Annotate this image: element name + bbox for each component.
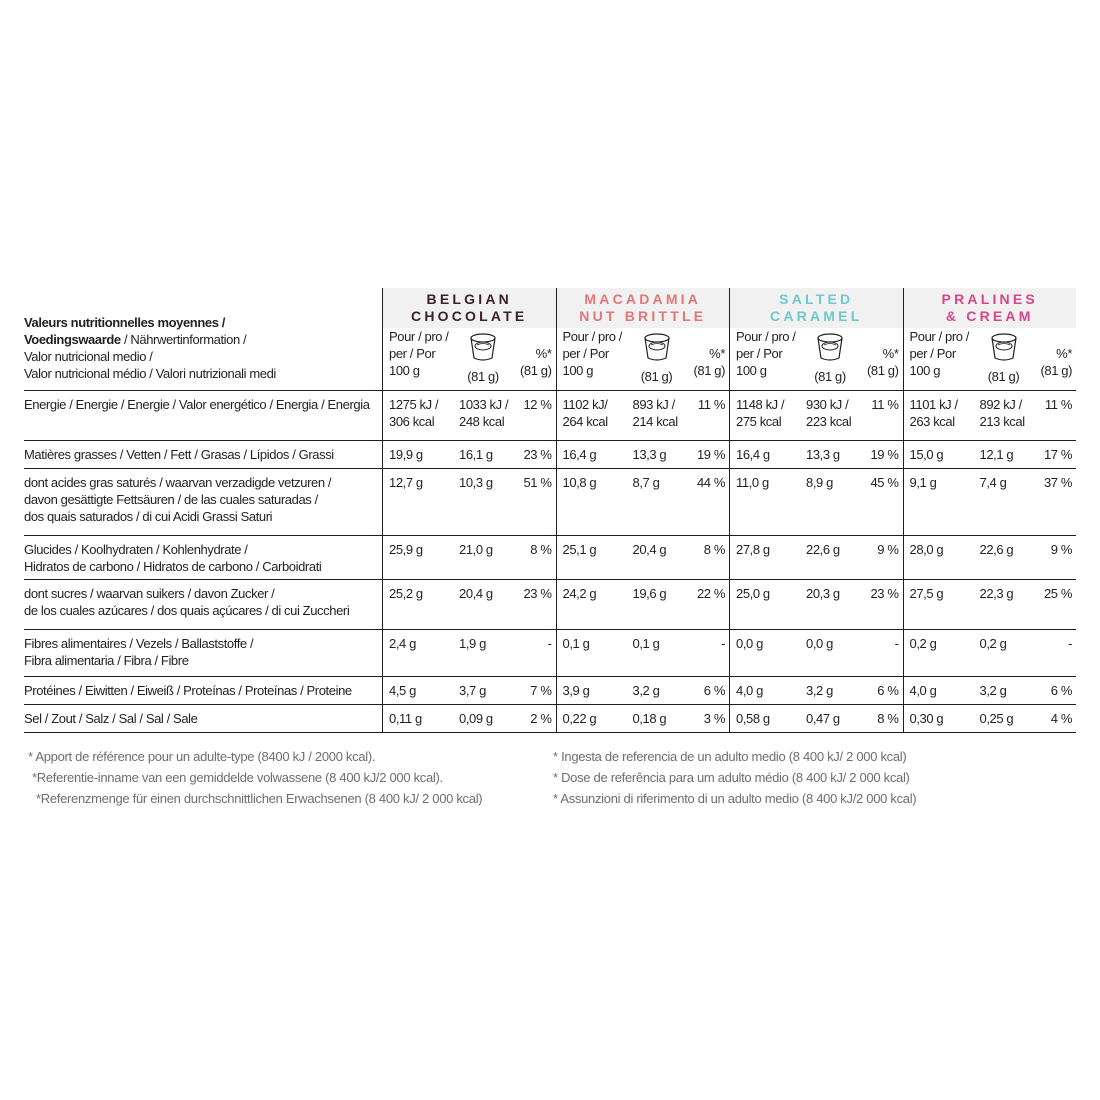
portion-weight: (81 g)	[987, 369, 1020, 384]
per-portion-value: 0,0 g	[806, 636, 833, 651]
per-100g-value: 0,30 g	[909, 711, 944, 726]
percent-value: 11 %	[1044, 397, 1072, 412]
row-label-line: dont acides gras saturés / waarvan verzadigde vetzuren /	[24, 475, 332, 490]
row-label-line: Protéines / Eiwitten / Eiweiß / Proteínas / Proteínas / Proteine	[24, 683, 352, 698]
table-row	[24, 580, 1076, 630]
footnotes-right	[553, 746, 916, 809]
footnote: * Dose de referência para um adulto médio (8 400 kJ/ 2 000 kcal)	[553, 770, 910, 785]
header-label-line-4: Valor nutricional médio / Valori nutrizionali medi	[24, 366, 276, 381]
per-100g-value: 0,0 g	[736, 636, 763, 651]
percent-value: 44 %	[696, 475, 725, 490]
table-body	[24, 391, 1076, 733]
footnote: *Referenzmenge für einen durchschnittlichen Erwachsenen (8 400 kJ/ 2 000 kcal)	[36, 791, 483, 806]
product-values	[556, 705, 730, 732]
percent-label-line-1: %*	[1056, 346, 1072, 361]
percent-value: 22 %	[696, 586, 725, 601]
product-name-band	[904, 288, 1077, 328]
product-values	[903, 441, 1077, 468]
product-values	[729, 536, 903, 579]
per-100g-label	[563, 328, 629, 385]
per-100g-value: 0,2 g	[909, 636, 937, 651]
portion-label	[629, 328, 685, 385]
product-values	[382, 469, 556, 535]
per-label-line-3: 100 g	[562, 363, 594, 378]
percent-label-line-1: %*	[709, 346, 725, 361]
product-name-band	[730, 288, 903, 328]
product-values	[556, 536, 730, 579]
header-label-line-1: Valeurs nutritionnelles moyennes /	[24, 315, 225, 330]
per-portion-value: 22,3 g	[979, 586, 1014, 601]
percent-value: 19 %	[870, 447, 899, 462]
per-100g-label	[389, 328, 455, 385]
per-100g-value: 0,22 g	[562, 711, 597, 726]
product-values	[556, 580, 730, 629]
percent-label-line-2: (81 g)	[519, 363, 552, 378]
percent-value: -	[1068, 636, 1072, 651]
percent-value: 45 %	[870, 475, 899, 490]
product-values	[729, 630, 903, 676]
table-row	[24, 391, 1076, 441]
per-label-line-1: Pour / pro /	[909, 329, 970, 344]
per-portion-value: 20,4 g	[632, 542, 667, 557]
footnote: *Referentie-inname van een gemiddelde volwassene (8 400 kJ/2 000 kcal).	[32, 770, 443, 785]
product-values	[729, 677, 903, 704]
per-label-line-3: 100 g	[389, 363, 420, 378]
per-portion-value: 19,6 g	[632, 586, 667, 601]
portion-weight: (81 g)	[640, 369, 673, 384]
percent-label-line-2: (81 g)	[866, 363, 899, 378]
per-100g-label	[910, 328, 976, 385]
product-name-band	[383, 288, 556, 328]
per-100g-value: 16,4 g	[736, 447, 770, 462]
percent-ri-label	[511, 328, 552, 385]
per-100g-value: 0,58 g	[736, 711, 770, 726]
row-label-line: Fibra alimentaria / Fibra / Fibre	[24, 653, 189, 668]
row-label	[24, 630, 382, 676]
product-header	[556, 288, 730, 390]
per-100g-value: 11,0 g	[736, 475, 769, 490]
percent-value: 51 %	[523, 475, 552, 490]
percent-ri-label	[858, 328, 899, 385]
percent-value: 8 %	[703, 542, 725, 557]
per-portion-value: 20,4 g	[459, 586, 493, 601]
product-name-line-2: CARAMEL	[770, 308, 863, 324]
percent-value: 4 %	[1050, 711, 1072, 726]
per-100g-value: 15,0 g	[909, 447, 944, 462]
percent-label-line-1: %*	[535, 346, 552, 361]
product-values	[556, 391, 730, 440]
percent-spacer	[858, 328, 899, 345]
product-values	[382, 580, 556, 629]
product-name-line-2: & CREAM	[945, 308, 1034, 324]
footnote: * Assunzioni di riferimento di un adulto medio (8 400 kJ/2 000 kcal)	[553, 791, 917, 806]
portion-weight: (81 g)	[467, 369, 499, 384]
header-label-line-2: Voedingswaarde / Nährwertinformation /	[24, 332, 247, 347]
table-row	[24, 677, 1076, 705]
per-portion-value: 0,2 g	[979, 636, 1007, 651]
percent-ri-label	[685, 328, 726, 385]
per-100g-value: 4,0 g	[909, 683, 937, 698]
percent-label-line-2: (81 g)	[1040, 363, 1072, 378]
product-values	[729, 705, 903, 732]
per-portion-value: 13,3 g	[632, 447, 667, 462]
ice-cream-cup-icon	[976, 332, 1032, 366]
product-name-line-1: MACADAMIA	[584, 291, 702, 307]
per-100g-value: 24,2 g	[562, 586, 597, 601]
percent-spacer	[1032, 328, 1073, 345]
row-label	[24, 391, 382, 440]
per-portion-value: 13,3 g	[806, 447, 840, 462]
per-100g-subheader	[730, 328, 903, 387]
per-100g-value: 16,4 g	[562, 447, 597, 462]
per-100g-value: 25,1 g	[562, 542, 597, 557]
per-portion-value: 10,3 g	[459, 475, 493, 490]
per-portion-value: 892 kJ / 213 kcal	[979, 397, 1025, 429]
ice-cream-cup-icon	[455, 332, 511, 366]
product-values	[556, 677, 730, 704]
product-values	[903, 630, 1077, 676]
row-label-line: dont sucres / waarvan suikers / davon Zucker /	[24, 586, 275, 601]
per-100g-value: 28,0 g	[909, 542, 944, 557]
product-values	[729, 391, 903, 440]
percent-value: 2 %	[530, 711, 552, 726]
per-100g-value: 25,2 g	[389, 586, 423, 601]
ice-cream-cup-icon	[629, 332, 685, 366]
row-label-line: Sel / Zout / Salz / Sal / Sal / Sale	[24, 711, 198, 726]
per-100g-subheader	[557, 328, 730, 387]
percent-spacer	[511, 328, 552, 345]
product-name-band	[557, 288, 730, 328]
per-portion-value: 7,4 g	[979, 475, 1007, 490]
per-100g-value: 4,0 g	[736, 683, 763, 698]
per-portion-value: 22,6 g	[806, 542, 840, 557]
per-100g-value: 1275 kJ / 306 kcal	[389, 397, 439, 429]
percent-value: 19 %	[696, 447, 725, 462]
header-label	[24, 288, 382, 390]
product-header	[903, 288, 1077, 390]
table-row	[24, 630, 1076, 677]
percent-value: 12 %	[523, 397, 552, 412]
percent-value: -	[894, 636, 899, 651]
row-label-line: Hidratos de carbono / Hidratos de carbono / Carboidrati	[24, 559, 322, 574]
product-values	[903, 705, 1077, 732]
product-values	[382, 441, 556, 468]
per-100g-subheader	[383, 328, 556, 387]
percent-value: -	[547, 636, 552, 651]
percent-value: 6 %	[877, 683, 899, 698]
table-row	[24, 469, 1076, 536]
percent-value: 6 %	[703, 683, 725, 698]
per-label-line-3: 100 g	[736, 363, 767, 378]
per-label-line-1: Pour / pro /	[562, 329, 623, 344]
per-100g-label	[736, 328, 802, 385]
percent-label-line-2: (81 g)	[693, 363, 725, 378]
product-values	[382, 705, 556, 732]
percent-value: 7 %	[530, 683, 552, 698]
portion-label	[802, 328, 858, 385]
percent-value: -	[721, 636, 725, 651]
per-label-line-1: Pour / pro /	[389, 329, 449, 344]
product-name-line-1: SALTED	[779, 291, 854, 307]
per-100g-value: 12,7 g	[389, 475, 423, 490]
per-100g-value: 1102 kJ/ 264 kcal	[562, 397, 608, 429]
product-values	[382, 536, 556, 579]
per-portion-value: 1033 kJ / 248 kcal	[459, 397, 509, 429]
per-portion-value: 893 kJ / 214 kcal	[632, 397, 678, 429]
per-100g-value: 9,1 g	[909, 475, 937, 490]
footnotes-left	[28, 746, 482, 809]
product-values	[903, 469, 1077, 535]
row-label	[24, 536, 382, 579]
percent-spacer	[685, 328, 726, 345]
product-values	[903, 391, 1077, 440]
product-values	[903, 677, 1077, 704]
per-portion-value: 8,9 g	[806, 475, 833, 490]
table-header-row	[24, 288, 1076, 391]
portion-label	[976, 328, 1032, 385]
product-values	[729, 580, 903, 629]
per-100g-value: 19,9 g	[389, 447, 423, 462]
per-portion-value: 3,2 g	[632, 683, 660, 698]
product-values	[729, 469, 903, 535]
header-label-line-3: Valor nutricional medio /	[24, 349, 153, 364]
per-100g-value: 4,5 g	[389, 683, 416, 698]
table-row	[24, 441, 1076, 469]
per-portion-value: 12,1 g	[979, 447, 1014, 462]
per-100g-value: 10,8 g	[562, 475, 597, 490]
per-100g-value: 0,11 g	[389, 711, 422, 726]
percent-value: 23 %	[523, 447, 552, 462]
per-portion-value: 20,3 g	[806, 586, 840, 601]
per-portion-value: 16,1 g	[459, 447, 493, 462]
per-100g-value: 27,5 g	[909, 586, 944, 601]
per-100g-subheader	[904, 328, 1077, 387]
per-100g-value: 3,9 g	[562, 683, 590, 698]
product-values	[903, 536, 1077, 579]
per-label-line-1: Pour / pro /	[736, 329, 796, 344]
per-portion-value: 930 kJ / 223 kcal	[806, 397, 852, 429]
table-row	[24, 536, 1076, 580]
ice-cream-cup-icon	[802, 332, 858, 366]
product-values	[556, 441, 730, 468]
product-values	[382, 391, 556, 440]
per-portion-value: 0,09 g	[459, 711, 493, 726]
percent-value: 3 %	[703, 711, 725, 726]
per-portion-value: 0,18 g	[632, 711, 667, 726]
product-name-line-2: CHOCOLATE	[411, 308, 528, 324]
per-100g-value: 25,0 g	[736, 586, 770, 601]
footnote: * Apport de référence pour un adulte-type (8400 kJ / 2000 kcal).	[28, 749, 376, 764]
product-header	[729, 288, 903, 390]
percent-value: 9 %	[1050, 542, 1072, 557]
percent-value: 8 %	[530, 542, 552, 557]
product-values	[382, 677, 556, 704]
product-name-line-1: BELGIAN	[426, 291, 512, 307]
table-row	[24, 705, 1076, 733]
percent-value: 11 %	[871, 397, 899, 412]
percent-value: 25 %	[1043, 586, 1072, 601]
percent-label-line-1: %*	[882, 346, 899, 361]
product-values	[556, 630, 730, 676]
row-label	[24, 441, 382, 468]
percent-value: 9 %	[877, 542, 899, 557]
per-portion-value: 22,6 g	[979, 542, 1014, 557]
per-portion-value: 1,9 g	[459, 636, 486, 651]
percent-value: 23 %	[523, 586, 552, 601]
percent-value: 8 %	[877, 711, 899, 726]
portion-label	[455, 328, 511, 385]
per-portion-value: 3,2 g	[979, 683, 1007, 698]
row-label-line: Glucides / Koolhydraten / Kohlenhydrate /	[24, 542, 248, 557]
percent-value: 37 %	[1043, 475, 1072, 490]
per-100g-value: 2,4 g	[389, 636, 416, 651]
per-label-line-2: per / Por	[736, 346, 783, 361]
percent-value: 11 %	[697, 397, 725, 412]
row-label	[24, 705, 382, 732]
portion-weight: (81 g)	[814, 369, 846, 384]
row-label-line: Energie / Energie / Energie / Valor energético / Energia / Energia	[24, 397, 370, 412]
per-portion-value: 3,7 g	[459, 683, 486, 698]
product-values	[729, 441, 903, 468]
row-label-line: davon gesättigte Fettsäuren / de las cuales saturadas /	[24, 492, 318, 507]
nutrition-table	[24, 288, 1076, 733]
per-portion-value: 0,47 g	[806, 711, 840, 726]
per-portion-value: 3,2 g	[806, 683, 833, 698]
percent-ri-label	[1032, 328, 1073, 385]
footnote: * Ingesta de referencia de un adulto medio (8 400 kJ/ 2 000 kcal)	[553, 749, 907, 764]
row-label	[24, 580, 382, 629]
product-name-line-2: NUT BRITTLE	[579, 308, 707, 324]
product-header	[382, 288, 556, 390]
row-label-line: dos quais saturados / di cui Acidi Grassi Saturi	[24, 509, 273, 524]
per-100g-value: 25,9 g	[389, 542, 423, 557]
product-name-line-1: PRALINES	[941, 291, 1038, 307]
per-portion-value: 0,25 g	[979, 711, 1014, 726]
product-values	[382, 630, 556, 676]
per-100g-value: 1148 kJ / 275 kcal	[736, 397, 785, 429]
percent-value: 17 %	[1043, 447, 1072, 462]
product-values	[556, 469, 730, 535]
row-label-line: de los cuales azúcares / dos quais açúcares / di cui Zuccheri	[24, 603, 350, 618]
per-portion-value: 21,0 g	[459, 542, 493, 557]
percent-value: 23 %	[870, 586, 899, 601]
product-values	[903, 580, 1077, 629]
row-label	[24, 469, 382, 535]
per-100g-value: 1101 kJ / 263 kcal	[909, 397, 958, 429]
per-label-line-2: per / Por	[562, 346, 609, 361]
per-label-line-3: 100 g	[909, 363, 941, 378]
per-100g-value: 0,1 g	[562, 636, 590, 651]
per-label-line-2: per / Por	[909, 346, 956, 361]
per-portion-value: 8,7 g	[632, 475, 660, 490]
row-label-line: Matières grasses / Vetten / Fett / Grasas / Lípidos / Grassi	[24, 447, 334, 462]
percent-value: 6 %	[1050, 683, 1072, 698]
per-portion-value: 0,1 g	[632, 636, 660, 651]
row-label	[24, 677, 382, 704]
per-label-line-2: per / Por	[389, 346, 436, 361]
row-label-line: Fibres alimentaires / Vezels / Ballaststoffe /	[24, 636, 254, 651]
per-100g-value: 27,8 g	[736, 542, 770, 557]
